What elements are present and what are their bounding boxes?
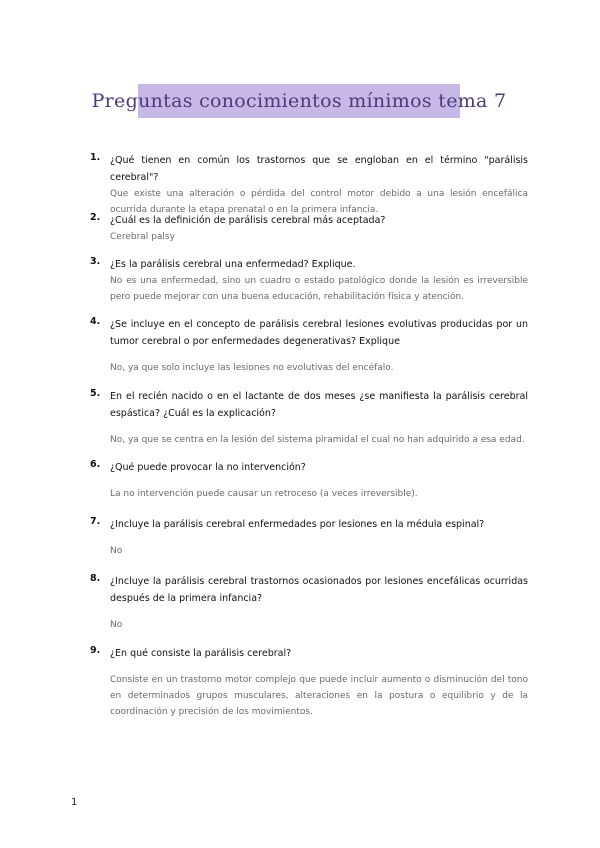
answer-text: Consiste en un trastorno motor complejo que puede incluir aumento o disminución del tono en determinados grupos musculares, alteraciones en la postura o equilibrio y de la coordinación y precisión de los movimientos. xyxy=(110,675,528,717)
question-text: ¿Qué tienen en común los trastornos que se engloban en el término "parálisis cerebral"? xyxy=(110,155,528,183)
question-item-4 xyxy=(90,316,528,376)
question-item-1 xyxy=(90,152,528,218)
question-item-5 xyxy=(90,388,528,448)
question-item-3 xyxy=(90,256,528,305)
question-number: 5. xyxy=(90,388,101,399)
answer-text: Cerebral palsy xyxy=(110,232,175,242)
question-number: 6. xyxy=(90,459,101,470)
question-number: 7. xyxy=(90,516,101,527)
answer-text: No, ya que se centra en la lesión del sistema piramidal el cual no han adquirido a esa edad. xyxy=(110,435,525,445)
answer-text: Que existe una alteración o pérdida del control motor debido a una lesión encefálica ocurrida durante la etapa prenatal o en la primera infancia. xyxy=(110,189,528,215)
question-number: 9. xyxy=(90,645,101,656)
answer-text: No xyxy=(110,620,123,630)
question-text: ¿En qué consiste la parálisis cerebral? xyxy=(110,648,292,659)
question-text: ¿Qué puede provocar la no intervención? xyxy=(110,462,306,473)
answer-text: No xyxy=(110,546,123,556)
question-text: ¿Cuál es la definición de parálisis cerebral más aceptada? xyxy=(110,215,386,226)
question-text: ¿Es la parálisis cerebral una enfermedad? Explique. xyxy=(110,259,356,270)
question-text: ¿Incluye la parálisis cerebral enfermedades por lesiones en la médula espinal? xyxy=(110,519,485,530)
question-text: ¿Se incluye en el concepto de parálisis cerebral lesiones evolutivas producidas por un tumor cerebral o por enfermedades degenerativas? Explique xyxy=(110,319,528,347)
question-number: 4. xyxy=(90,316,101,327)
question-text: ¿Incluye la parálisis cerebral trastornos ocasionados por lesiones encefálicas ocurridas después de la primera infancia? xyxy=(110,576,528,604)
title-banner xyxy=(91,84,507,118)
answer-text: No es una enfermedad, sino un cuadro o estado patológico donde la lesión es irreversible pero puede mejorar con una buena educación, rehabilitación física y atención. xyxy=(110,276,528,302)
page-number: 1 xyxy=(71,797,78,808)
page-title: Preguntas conocimientos mínimos tema 7 xyxy=(91,90,507,112)
answer-text: No, ya que solo incluye las lesiones no evolutivas del encéfalo. xyxy=(110,363,394,373)
answer-text: La no intervención puede causar un retroceso (a veces irreversible). xyxy=(110,489,418,499)
question-item-7 xyxy=(90,516,528,559)
question-item-8 xyxy=(90,573,528,633)
question-text: En el recién nacido o en el lactante de dos meses ¿se manifiesta la parálisis cerebral espástica? ¿Cuál es la explicación? xyxy=(110,391,528,419)
question-number: 1. xyxy=(90,152,101,163)
question-number: 8. xyxy=(90,573,101,584)
question-item-9 xyxy=(90,645,528,720)
question-number: 2. xyxy=(90,212,101,223)
question-item-2 xyxy=(90,212,528,245)
question-number: 3. xyxy=(90,256,101,267)
question-item-6 xyxy=(90,459,528,502)
